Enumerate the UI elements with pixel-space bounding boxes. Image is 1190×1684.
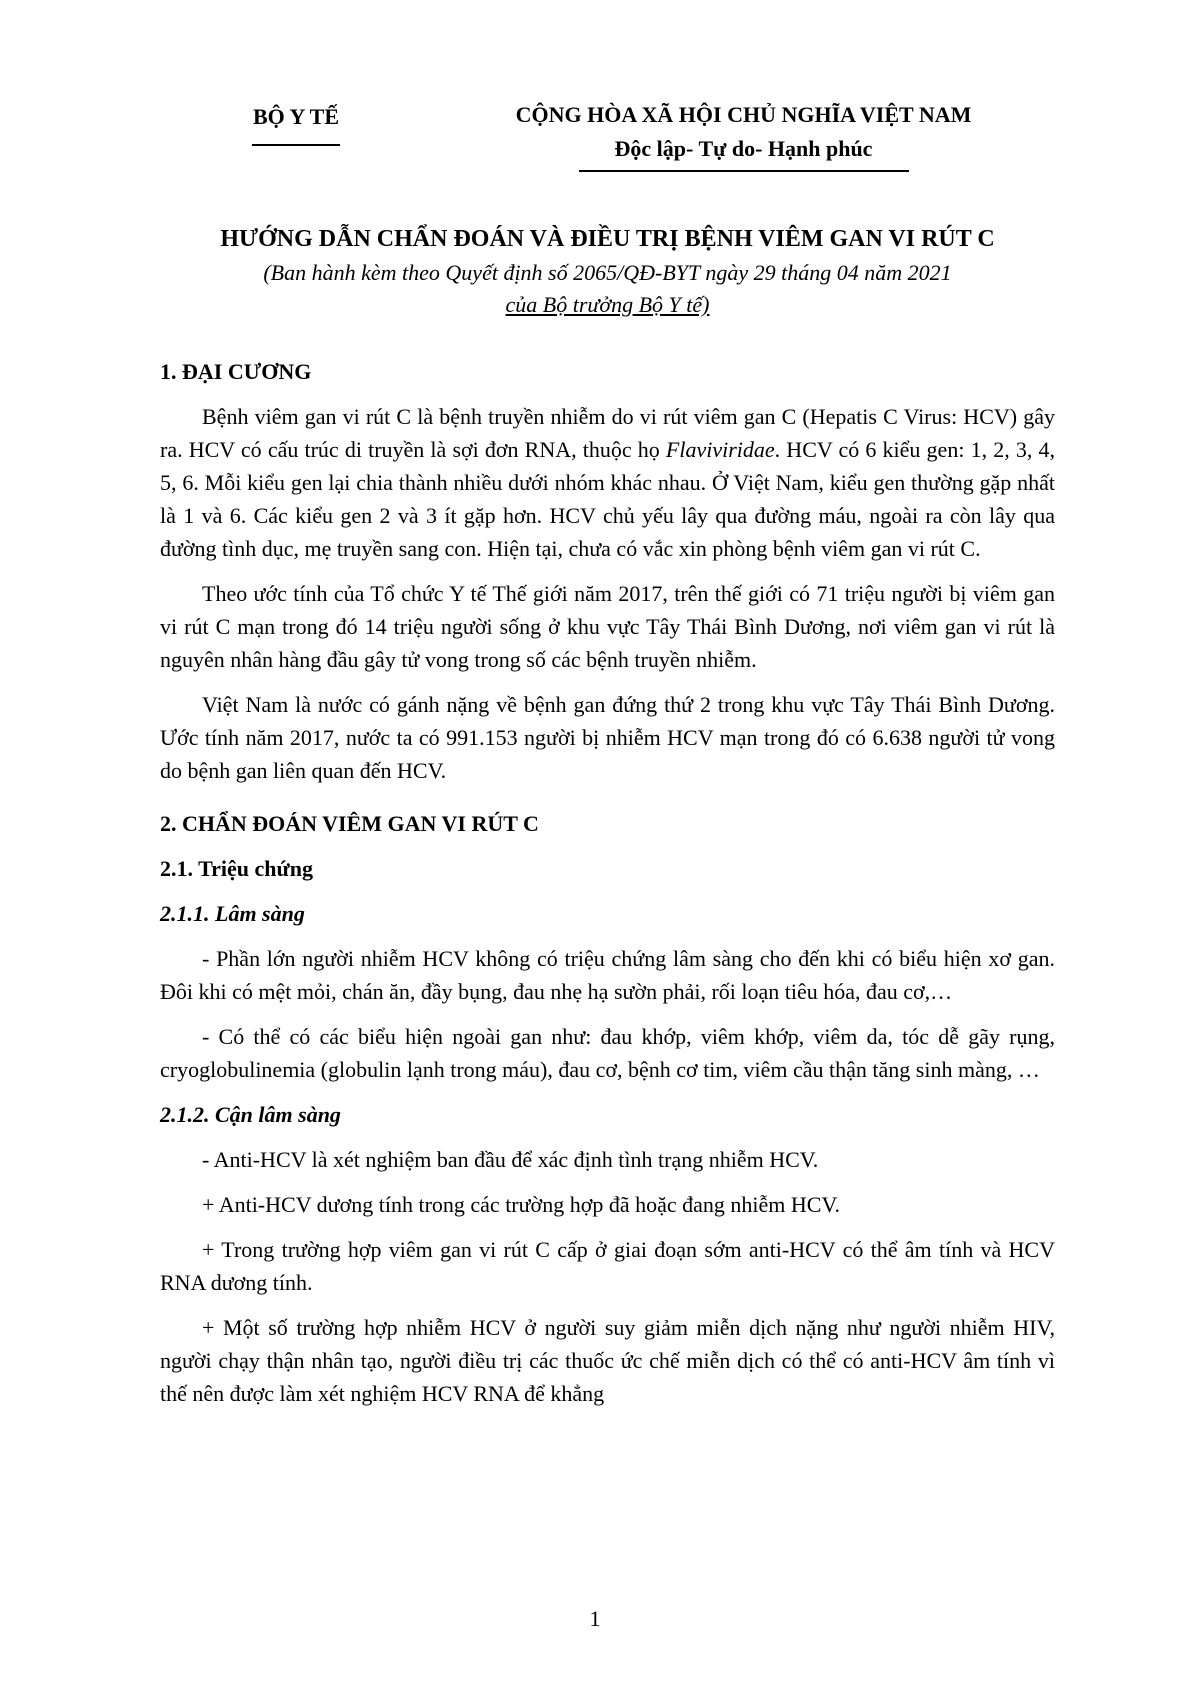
- republic-title: CỘNG HÒA XÃ HỘI CHỦ NGHĨA VIỆT NAM: [515, 102, 972, 127]
- section-2-1-1-heading: 2.1.1. Lâm sàng: [160, 901, 305, 926]
- issuing-agency-rule: [252, 144, 340, 146]
- issuance-line-2-text: của Bộ trưởng Bộ Y tế): [505, 292, 710, 317]
- issuing-agency-name: BỘ Y TẾ: [253, 104, 339, 129]
- paragraph-overview-1-run3: . HCV có 6 kiểu gen: 1, 2, 3, 4, 5, 6. Mỗi kiểu gen lại chia thành nhiều dưới nhóm khác nhau. Ở Việt Nam, kiểu gen thường gặp nhất là 1 và 6. Các kiểu gen 2 và 3 ít gặp hơn. HCV chủ yếu lây qua đường máu, ngoài ra còn lây qua đường tình dục, mẹ truyền sang con. Hiện tại, chưa có vắc xin phòng bệnh viêm gan vi rút C.: [160, 437, 1055, 561]
- paragraph-clinical-2: - Có thể có các biểu hiện ngoài gan như: đau khớp, viêm khớp, viêm da, tóc dễ gãy rụng, cryoglobulinemia (globulin lạnh trong máu), đau cơ, bệnh cơ tim, viêm cầu thận tăng sinh màng, …: [160, 1024, 1055, 1082]
- section-2-heading: 2. CHẨN ĐOÁN VIÊM GAN VI RÚT C: [160, 811, 539, 836]
- paragraph-overview-3: Việt Nam là nước có gánh nặng về bệnh gan đứng thứ 2 trong khu vực Tây Thái Bình Dương. Ước tính năm 2017, nước ta có 991.153 người bị nhiễm HCV mạn trong đó có 6.638 người tử vong do bệnh gan liên quan đến HCV.: [160, 692, 1055, 783]
- paragraph-overview-1: [160, 400, 1055, 565]
- paragraph-overview-2: Theo ước tính của Tổ chức Y tế Thế giới năm 2017, trên thế giới có 71 triệu người bị viêm gan vi rút C mạn trong đó 14 triệu người sống ở khu vực Tây Thái Bình Dương, nơi viêm gan vi rút là nguyên nhân hàng đầu gây tử vong trong số các bệnh truyền nhiễm.: [160, 581, 1055, 672]
- paragraph-labtest-3: + Trong trường hợp viêm gan vi rút C cấp ở giai đoạn sớm anti-HCV có thể âm tính và HCV RNA dương tính.: [160, 1237, 1055, 1295]
- page-number: 1: [589, 1606, 601, 1631]
- paragraph-overview-1-run1: Bệnh viêm gan vi rút C là bệnh truyền nhiễm do vi rút viêm gan C (Hepatis C Virus: HCV) gây ra. HCV có cấu trúc di truyền là sợi đơn RNA, thuộc họ: [160, 404, 1055, 462]
- paragraph-labtest-4: + Một số trường hợp nhiễm HCV ở người suy giảm miễn dịch nặng như người nhiễm HIV, người chạy thận nhân tạo, người điều trị các thuốc ức chế miễn dịch có thể có anti-HCV âm tính vì thế nên được làm xét nghiệm HCV RNA để khẳng: [160, 1315, 1055, 1406]
- section-2-1-2-heading: 2.1.2. Cận lâm sàng: [160, 1102, 341, 1127]
- paragraph-labtest-1: - Anti-HCV là xét nghiệm ban đầu để xác định tình trạng nhiễm HCV.: [202, 1147, 819, 1172]
- republic-header-block: [432, 100, 1055, 172]
- issuance-line-2: [160, 289, 1055, 321]
- issuance-line-1: (Ban hành kèm theo Quyết định số 2065/QĐ-BYT ngày 29 tháng 04 năm 2021: [263, 260, 952, 285]
- republic-motto-rule: [579, 170, 909, 172]
- republic-motto: Độc lập- Tự do- Hạnh phúc: [614, 136, 873, 161]
- paragraph-overview-1-run2-italic: Flaviviridae: [665, 437, 775, 462]
- issuance-note: [160, 257, 1055, 321]
- paragraph-labtest-2: + Anti-HCV dương tính trong các trường hợp đã hoặc đang nhiễm HCV.: [202, 1192, 840, 1217]
- document-title: HƯỚNG DẪN CHẨN ĐOÁN VÀ ĐIỀU TRỊ BỆNH VIÊM GAN VI RÚT C: [220, 226, 995, 252]
- section-2-1-heading: 2.1. Triệu chứng: [160, 856, 313, 881]
- section-1-heading: 1. ĐẠI CƯƠNG: [160, 359, 312, 384]
- national-header: [160, 100, 1055, 172]
- paragraph-clinical-1: - Phần lớn người nhiễm HCV không có triệu chứng lâm sàng cho đến khi có biểu hiện xơ gan. Đôi khi có mệt mỏi, chán ăn, đầy bụng, đau nhẹ hạ sườn phải, rối loạn tiêu hóa, đau cơ,…: [160, 946, 1055, 1004]
- issuing-agency-block: [160, 100, 432, 146]
- document-body: [160, 355, 1055, 1410]
